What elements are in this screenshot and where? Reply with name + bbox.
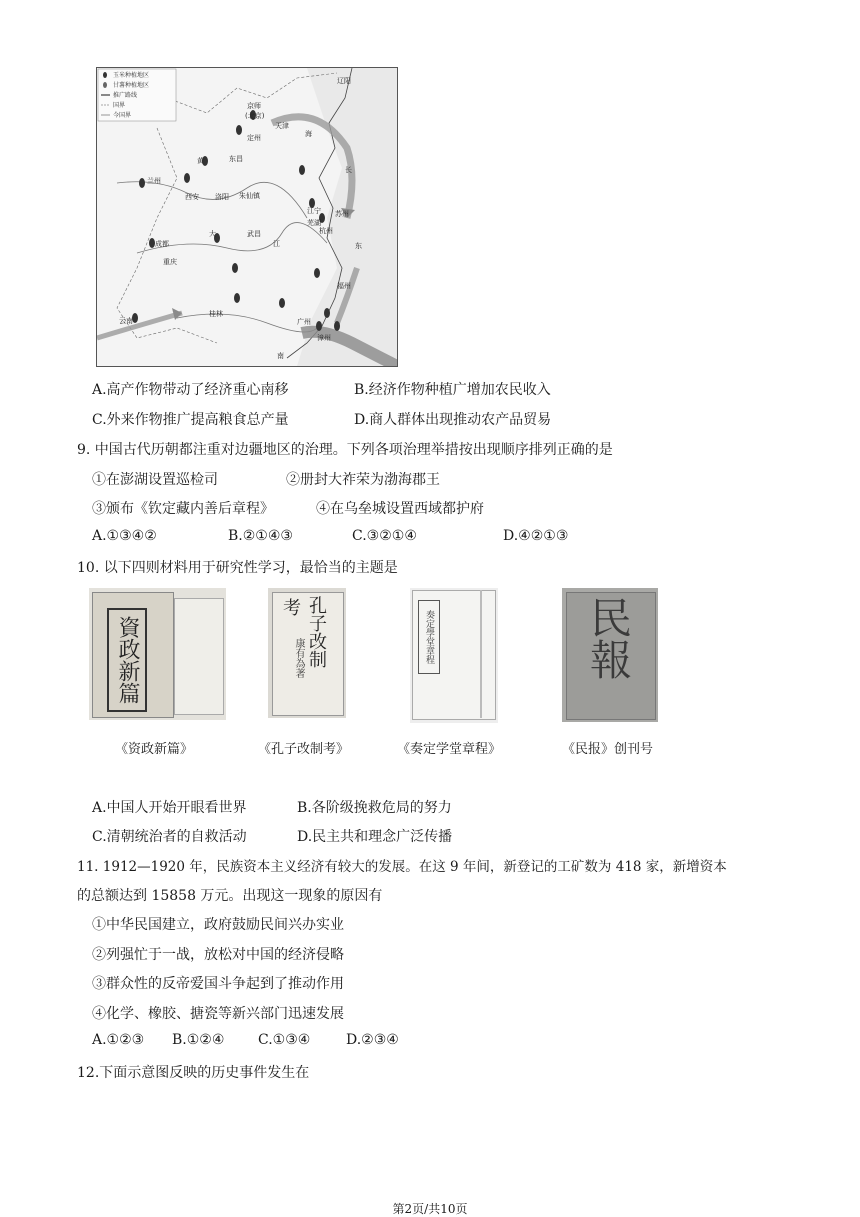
label-liaoyang: 辽阳 xyxy=(337,77,351,85)
q11-item-3: ③群众性的反帝爱国斗争起到了推动作用 xyxy=(92,976,344,992)
book3-title: 奏定學堂章程 xyxy=(418,600,440,674)
label-dingzhou: 定州 xyxy=(247,134,261,142)
q11-stem-line2: 的总额达到 15858 万元。出现这一现象的原因有 xyxy=(77,888,383,904)
q10-option-b: B.各阶级挽救危局的努力 xyxy=(297,800,452,816)
label-dongchang: 东昌 xyxy=(229,155,243,163)
label-wuhu: 芜湖 xyxy=(307,219,321,227)
q11-item-2: ②列强忙于一战，放松对中国的经济侵略 xyxy=(92,947,344,963)
legend-modern-border: 今国界 xyxy=(113,112,132,119)
q11-option-c: C.①③④ xyxy=(258,1032,311,1048)
label-wuchang: 武昌 xyxy=(247,230,261,238)
legend-sweetpotato: 甘薯种植地区 xyxy=(113,82,150,89)
caption-4: 《民报》创刊号 xyxy=(562,742,654,757)
q11-option-a: A.①②③ xyxy=(92,1032,145,1048)
legend-corn: 玉米种植地区 xyxy=(113,72,150,79)
label-guilin: 桂林 xyxy=(209,310,223,318)
q11-option-b: B.①②④ xyxy=(172,1032,225,1048)
q8-option-b: B.经济作物种植广增加农民收入 xyxy=(354,382,551,398)
q12-stem: 12.下面示意图反映的历史事件发生在 xyxy=(77,1065,310,1081)
q9-item-2: ②册封大祚荣为渤海郡王 xyxy=(286,472,440,488)
q9-stem: 9. 中国古代历朝都注重对边疆地区的治理。下列各项治理举措按出现顺序排列正确的是 xyxy=(77,442,613,458)
q11-stem-line1: 11. 1912—1920 年，民族资本主义经济有较大的发展。在这 9 年间，新登记的工矿数为 418 家，新增资本 xyxy=(77,859,727,875)
q9-option-a: A.①③④② xyxy=(92,528,157,544)
label-nanjing: 江宁 xyxy=(307,207,321,215)
book-image-kongzi-gaizhi-kao xyxy=(268,588,346,718)
q9-option-c: C.③②①④ xyxy=(352,528,417,544)
label-river: 江 xyxy=(273,240,280,248)
q10-option-d: D.民主共和理念广泛传播 xyxy=(297,829,453,845)
caption-2: 《孔子改制考》 xyxy=(258,742,350,757)
label-beijing: 京师 xyxy=(247,102,261,110)
legend-route: 推广路线 xyxy=(113,92,138,99)
label-suzhou: 苏州 xyxy=(335,210,349,218)
caption-1: 《资政新篇》 xyxy=(115,742,194,757)
q10-stem: 10. 以下四则材料用于研究性学习，最恰当的主题是 xyxy=(77,560,398,576)
label-tianjin: 天津 xyxy=(275,122,289,130)
label-dong: 东 xyxy=(355,242,362,250)
book1-title: 資政新篇 xyxy=(107,608,147,712)
label-zhangzhou: 漳州 xyxy=(317,334,331,342)
legend-border: 国界 xyxy=(113,102,126,109)
q9-option-b: B.②①④③ xyxy=(228,528,293,544)
book-image-zouding-xuetang xyxy=(410,588,498,723)
label-fuzhou: 福州 xyxy=(337,282,351,290)
label-chang: 长 xyxy=(345,166,352,174)
book2-author: 康有為著 xyxy=(293,638,304,678)
q9-item-4: ④在乌垒城设置西域都护府 xyxy=(316,501,484,517)
q8-option-d: D.商人群体出现推动农产品贸易 xyxy=(354,412,552,428)
q11-item-1: ①中华民国建立，政府鼓励民间兴办实业 xyxy=(92,917,344,933)
label-hai: 海 xyxy=(305,130,312,138)
book2-title: 孔子改制 xyxy=(306,596,327,668)
label-chengdu: 成都 xyxy=(155,240,169,248)
label-chongqing: 重庆 xyxy=(163,258,177,266)
label-luoyang: 洛阳 xyxy=(215,193,229,201)
map-graphic xyxy=(97,68,397,366)
book-image-zizheng-xinpian xyxy=(89,588,226,720)
label-huang: 黄 xyxy=(197,157,204,165)
crop-spread-map xyxy=(96,67,398,367)
book4-title: 民報 xyxy=(584,596,633,680)
book2-title-end: 考 xyxy=(280,598,301,616)
label-zhuxianzhen: 朱仙镇 xyxy=(239,192,260,200)
label-beijing-sub: (北京) xyxy=(245,112,265,120)
label-xian: 西安 xyxy=(185,193,199,201)
label-lanzhou: 兰州 xyxy=(147,177,161,185)
page-number: 第2页/共10页 xyxy=(392,1202,468,1216)
label-yunnan: 云南 xyxy=(119,317,133,325)
q9-item-1: ①在澎湖设置巡检司 xyxy=(92,472,218,488)
q9-option-d: D.④②①③ xyxy=(503,528,569,544)
book-image-minbao xyxy=(562,588,658,722)
q10-option-c: C.清朝统治者的自救活动 xyxy=(92,829,247,845)
q8-option-c: C.外来作物推广提高粮食总产量 xyxy=(92,412,289,428)
q9-item-3: ③颁布《钦定藏内善后章程》 xyxy=(92,501,274,517)
q10-option-a: A.中国人开始开眼看世界 xyxy=(92,800,247,816)
q8-option-a: A.高产作物带动了经济重心南移 xyxy=(92,382,289,398)
label-nan: 南 xyxy=(277,352,284,360)
q11-item-4: ④化学、橡胶、搪瓷等新兴部门迅速发展 xyxy=(92,1006,344,1022)
q11-option-d: D.②③④ xyxy=(346,1032,399,1048)
label-hangzhou: 杭州 xyxy=(319,227,333,235)
label-da: 大 xyxy=(209,230,216,238)
label-guangzhou: 广州 xyxy=(297,318,311,326)
caption-3: 《奏定学堂章程》 xyxy=(397,742,502,757)
